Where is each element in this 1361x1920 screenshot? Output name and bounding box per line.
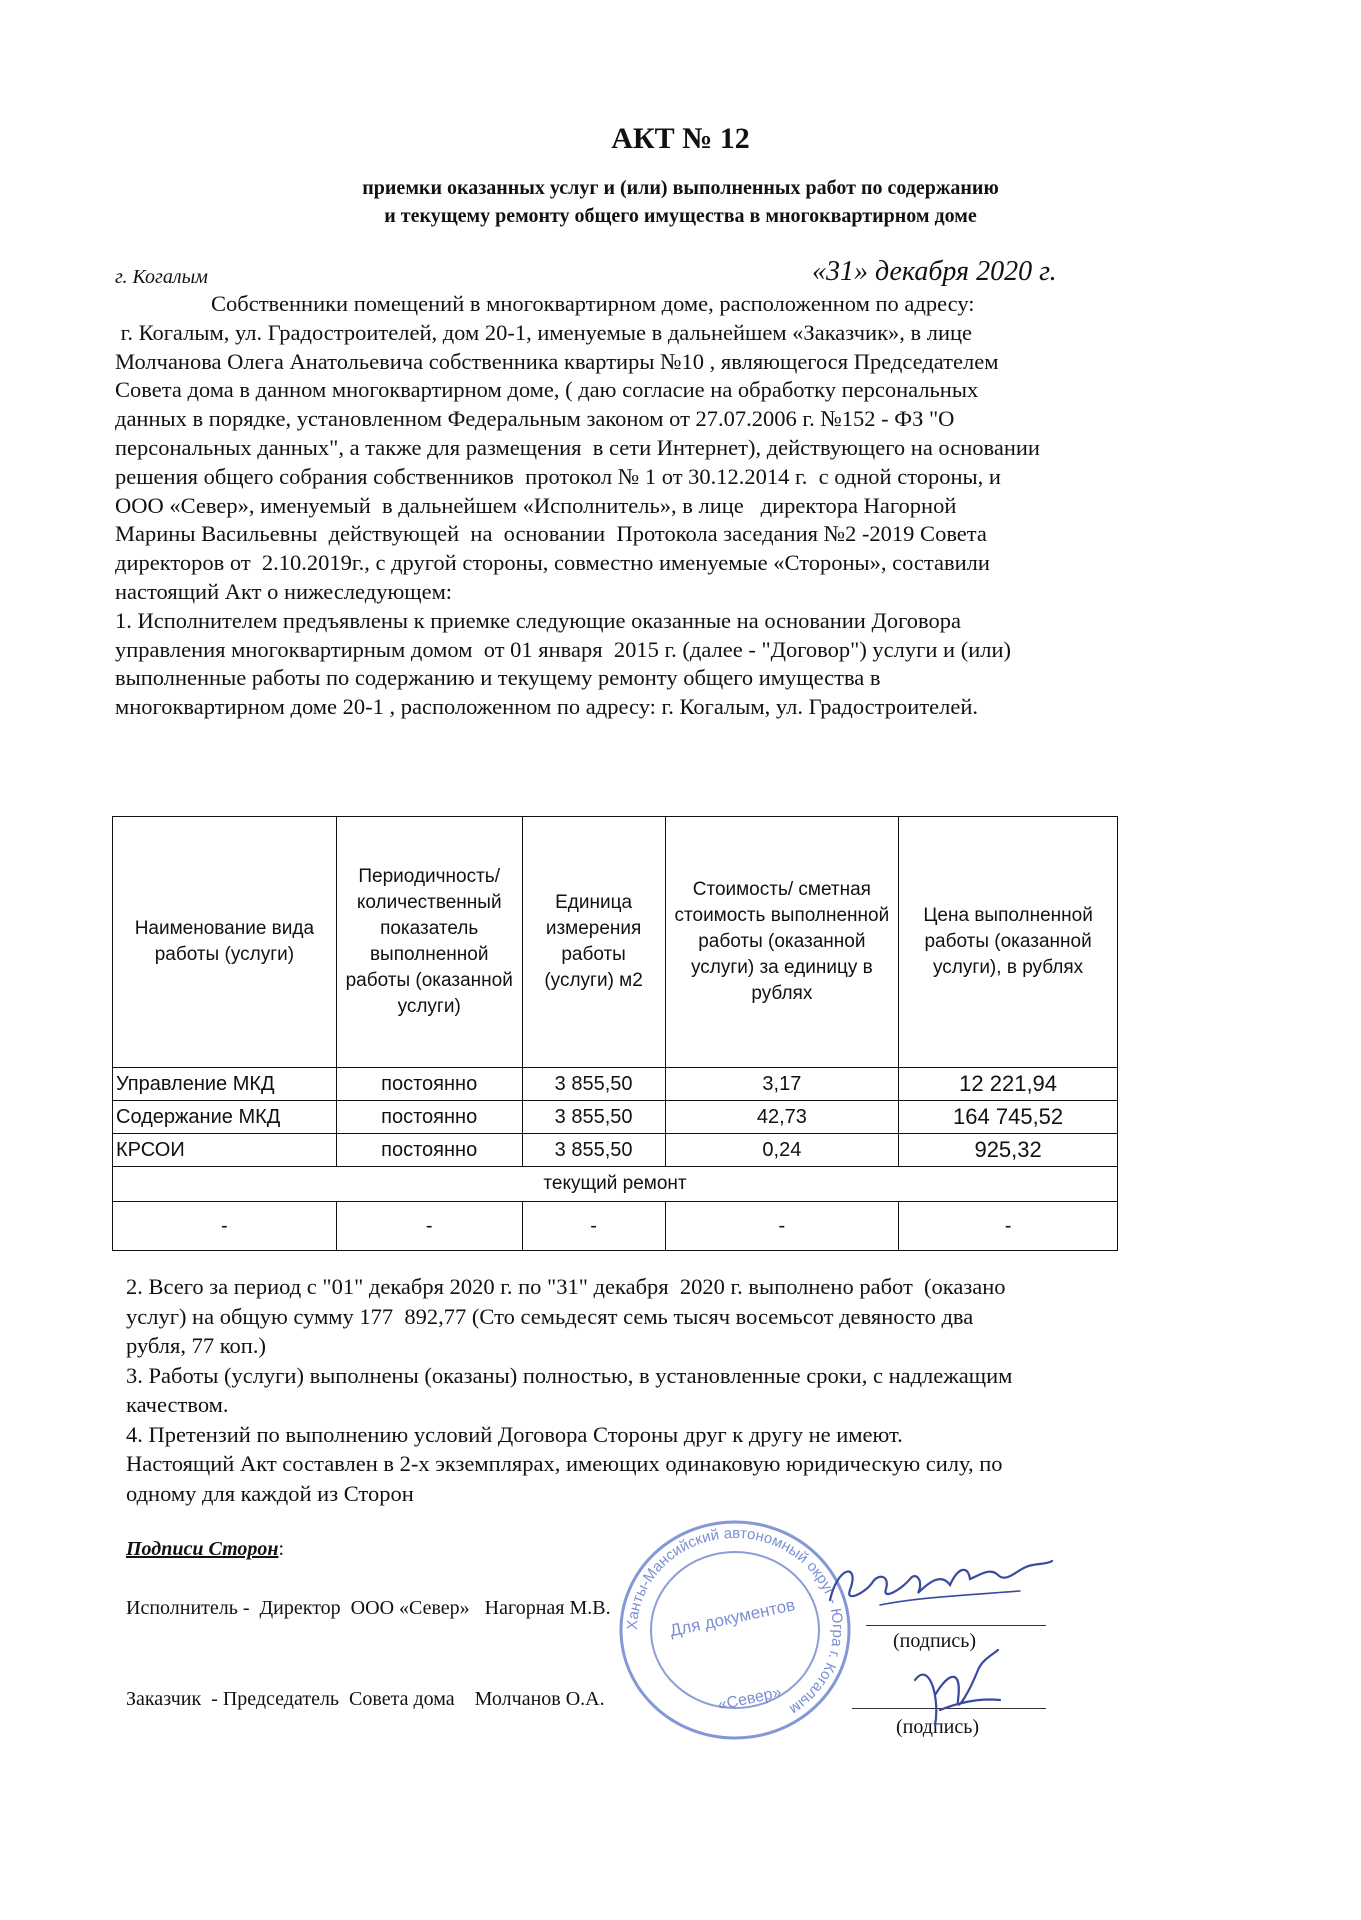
cell-price: 164 745,52	[899, 1101, 1118, 1134]
conclusion-line: рубля, 77 коп.)	[126, 1333, 266, 1358]
intro-line: многоквартирном доме 20-1 , расположенном по адресу: г. Когалым, ул. Градостроителей.	[115, 694, 979, 720]
document-subtitle	[0, 174, 1361, 230]
document-date: «31» декабря 2020 г.	[812, 256, 1057, 287]
intro-line: 1. Исполнителем предъявлены к приемке следующие оказанные на основании Договора	[115, 607, 961, 633]
conclusion-line: Настоящий Акт составлен в 2-х экземплярах, имеющих одинаковую юридическую силу, по	[126, 1451, 1003, 1476]
executor-signature-caption: (подпись)	[893, 1630, 977, 1652]
executor-signature-underline	[866, 1625, 1046, 1626]
column-header-unit: Единица измерения работы (услуги) м2	[522, 817, 665, 1068]
stamp-ring-text: Ханты-Мансийский автономный округ - Югра г. Когалым	[623, 1524, 847, 1718]
conclusion-line: 4. Претензий по выполнению условий Договора Стороны друг к другу не имеют.	[126, 1421, 903, 1447]
intro-line: Совета дома в данном многоквартирном доме, ( даю согласие на обработку персональных	[115, 377, 979, 403]
cell-name: Содержание МКД	[113, 1101, 337, 1134]
customer-signature-line: Заказчик - Председатель Совета дома Молчанов О.А.	[126, 1688, 605, 1710]
conclusion-line: одному для каждой из Сторон	[126, 1480, 414, 1506]
table-row	[113, 1134, 1118, 1167]
intro-line: решения общего собрания собственников протокол № 1 от 30.12.2014 г. с одной стороны, и	[115, 463, 1001, 489]
signatures-heading	[126, 1538, 284, 1561]
signatures-heading-colon: :	[278, 1538, 285, 1560]
executor-signature-line: Исполнитель - Директор ООО «Север» Нагорная М.В.	[126, 1597, 611, 1619]
intro-line: ООО «Север», именуемый в дальнейшем «Исполнитель», в лице директора Нагорной	[115, 492, 957, 518]
intro-line: Молчанова Олега Анатольевича собственника квартиры №10 , являющегося Председателем	[115, 348, 999, 374]
subtitle-line: приемки оказанных услуг и (или) выполненных работ по содержанию	[362, 177, 999, 199]
table-row	[113, 1068, 1118, 1101]
subtitle-line: и текущему ремонту общего имущества в многоквартирном доме	[384, 205, 977, 227]
document-title: АКТ № 12	[611, 122, 750, 155]
signatures-heading-text: Подписи Сторон	[126, 1538, 279, 1560]
table-row	[113, 1101, 1118, 1134]
cell-price: 12 221,94	[899, 1068, 1118, 1101]
intro-paragraph: Собственники помещений в многоквартирном доме, расположенном по адресу:	[211, 291, 975, 316]
organization-stamp	[615, 1515, 855, 1745]
cell-unit: 3 855,50	[522, 1134, 665, 1167]
works-table	[112, 816, 1118, 1251]
intro-line: управления многоквартирным домом от 01 января 2015 г. (далее - "Договор") услуги и (или)	[115, 636, 1012, 662]
cell-unit: 3 855,50	[522, 1068, 665, 1101]
cell-name: КРСОИ	[113, 1134, 337, 1167]
cell-name: Управление МКД	[113, 1068, 337, 1101]
intro-line: выполненные работы по содержанию и текущему ремонту общего имущества в	[115, 665, 881, 691]
cell-unit: 3 855,50	[522, 1101, 665, 1134]
cell-cost: 0,24	[665, 1134, 899, 1167]
cell-period: постоянно	[336, 1101, 522, 1134]
table-header-row	[113, 817, 1118, 1068]
intro-line: г. Когалым, ул. Градостроителей, дом 20-1, именуемые в дальнейшем «Заказчик», в лице	[115, 319, 973, 345]
intro-text	[115, 290, 1195, 722]
cell-cost: 42,73	[665, 1101, 899, 1134]
cell-cost: 3,17	[665, 1068, 899, 1101]
executor-handwritten-signature	[820, 1545, 1060, 1620]
cell-empty: -	[665, 1202, 899, 1251]
stamp-center-text: Для документов	[668, 1595, 797, 1641]
customer-signature-caption: (подпись)	[896, 1716, 980, 1738]
customer-handwritten-signature	[900, 1640, 1010, 1740]
document-city: г. Когалым	[115, 266, 208, 288]
cell-empty: -	[899, 1202, 1118, 1251]
cell-price: 925,32	[899, 1134, 1118, 1167]
conclusion-line: 2. Всего за период с "01" декабря 2020 г. по "31" декабря 2020 г. выполнено работ (оказано	[126, 1274, 1006, 1299]
intro-line: данных в порядке, установленном Федеральным законом от 27.07.2006 г. №152 - ФЗ "О	[115, 406, 955, 432]
conclusion-line: 3. Работы (услуги) выполнены (оказаны) полностью, в установленные сроки, с надлежащим	[126, 1362, 1013, 1388]
cell-empty: -	[522, 1202, 665, 1251]
cell-period: постоянно	[336, 1068, 522, 1101]
conclusion-line: услуг) на общую сумму 177 892,77 (Сто семьдесят семь тысяч восемьсот девяносто два	[126, 1303, 974, 1329]
intro-line: Марины Васильевны действующей на основании Протокола заседания №2 -2019 Совета	[115, 521, 987, 547]
column-header-cost: Стоимость/ сметная стоимость выполненной работы (оказанной услуги) за единицу в рублях	[665, 817, 899, 1068]
conclusion-text	[126, 1272, 1196, 1508]
stamp-name-text: «Север»	[716, 1683, 783, 1714]
cell-empty: -	[336, 1202, 522, 1251]
intro-line: персональных данных", а также для размещения в сети Интернет), действующего на основании	[115, 434, 1040, 460]
conclusion-line: качеством.	[126, 1392, 229, 1417]
column-header-period: Периодичность/ количественный показатель выполненной работы (оказанной услуги)	[336, 817, 522, 1068]
intro-line: настоящий Акт о нижеследующем:	[115, 578, 453, 604]
intro-line: директоров от 2.10.2019г., с другой стороны, совместно именуемые «Стороны», составили	[115, 550, 990, 576]
column-header-price: Цена выполненной работы (оказанной услуги), в рублях	[899, 817, 1118, 1068]
table-section-row	[113, 1167, 1118, 1202]
cell-empty: -	[113, 1202, 337, 1251]
cell-period: постоянно	[336, 1134, 522, 1167]
table-row	[113, 1202, 1118, 1251]
section-label: текущий ремонт	[113, 1167, 1118, 1202]
column-header-name: Наименование вида работы (услуги)	[113, 817, 337, 1068]
